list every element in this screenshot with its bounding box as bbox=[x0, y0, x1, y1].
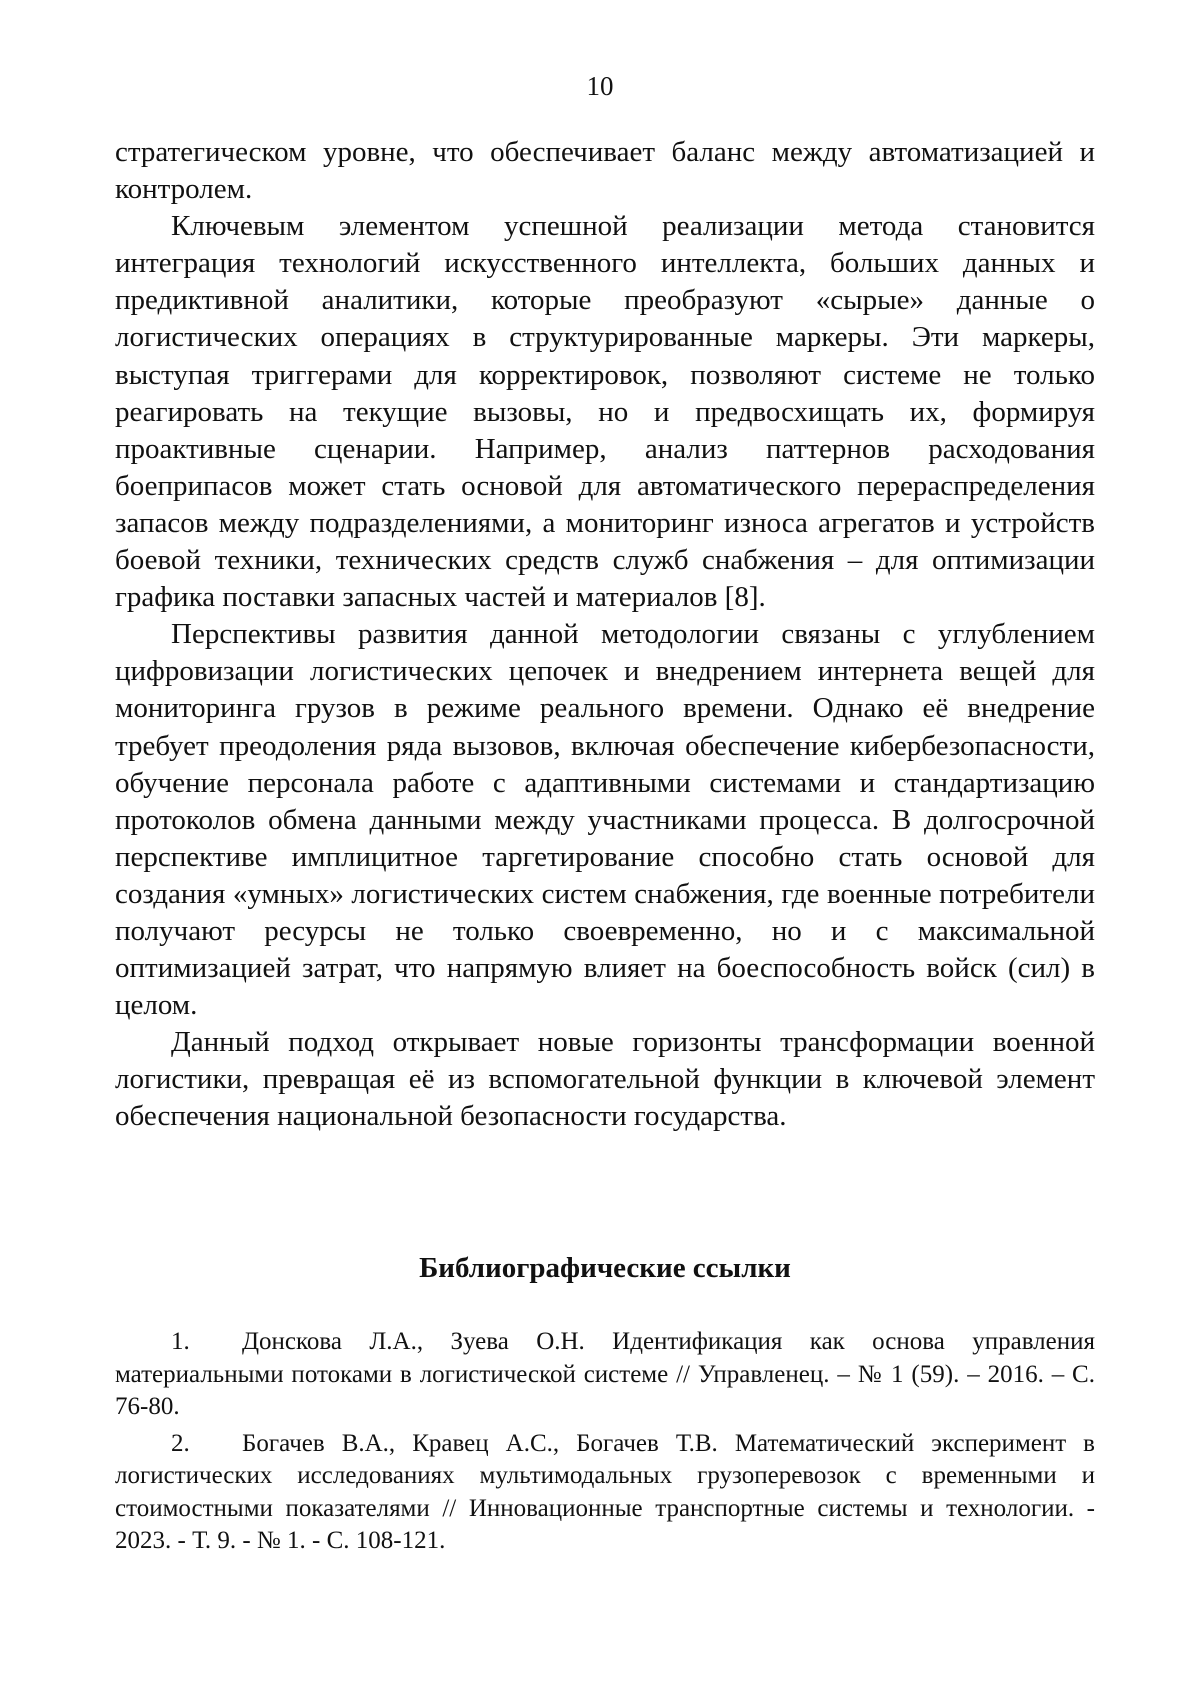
paragraph-continuation: стратегическом уровне, что обеспечивает баланс между автоматизацией и контролем. bbox=[115, 136, 1095, 206]
reference-number: 2. bbox=[171, 1429, 190, 1457]
reference-text: Богачев В.А., Кравец А.С., Богачев Т.В. Математический эксперимент в логистических исследованиях мультимодальных грузоперевозок с временными и стоимостными показателями // Инновационные транспортные системы и технологии. - 2023. - Т. 9. - № 1. - С. 108-121. bbox=[115, 1429, 1095, 1554]
body-text bbox=[115, 134, 1095, 1136]
reference-number: 1. bbox=[171, 1328, 190, 1355]
paragraph: Данный подход открывает новые горизонты трансформации военной логистики, превращая её из вспомогательной функции в ключевой элемент обеспечения национальной безопасности государства. bbox=[115, 1026, 1095, 1133]
paragraph: Перспективы развития данной методологии связаны с углублением цифровизации логистических цепочек и внедрением интернета вещей для мониторинга грузов в режиме реального времени. Однако её внедрение требует преодоления ряда вызовов, включая обеспечение кибербезопасности, обучение персонала работе с адаптивными системами и стандартизацию протоколов обмена данными между участниками процесса. В долгосрочной перспективе имплицитное таргетирование способно стать основой для создания «умных» логистических систем снабжения, где военные потребители получают ресурсы не только своевременно, но и с максимальной оптимизацией затрат, что напрямую влияет на боеспособность войск (сил) в целом. bbox=[115, 618, 1095, 1022]
reference-item bbox=[115, 1326, 1095, 1424]
page-number: 10 bbox=[586, 71, 614, 101]
reference-text: Донскова Л.А., Зуева О.Н. Идентификация как основа управления материальными потоками в логистической системе // Управленец. – № 1 (59). – 2016. – С. 76-80. bbox=[115, 1328, 1095, 1420]
reference-list bbox=[115, 1326, 1095, 1562]
reference-item bbox=[115, 1428, 1095, 1558]
bibliography-title: Библиографические ссылки bbox=[419, 1252, 791, 1284]
paragraph: Ключевым элементом успешной реализации метода становится интеграция технологий искусственного интеллекта, больших данных и предиктивной аналитики, которые преобразуют «сырые» данные о логистических операциях в структурированные маркеры. Эти маркеры, выступая триггерами для корректировок, позволяют системе не только реагировать на текущие вызовы, но и предвосхищать их, формируя проактивные сценарии. Например, анализ паттернов расходования боеприпасов может стать основой для автоматического перераспределения запасов между подразделениями, а мониторинг износа агрегатов и устройств боевой техники, технических средств служб снабжения – для оптимизации графика поставки запасных частей и материалов [8]. bbox=[115, 210, 1095, 614]
